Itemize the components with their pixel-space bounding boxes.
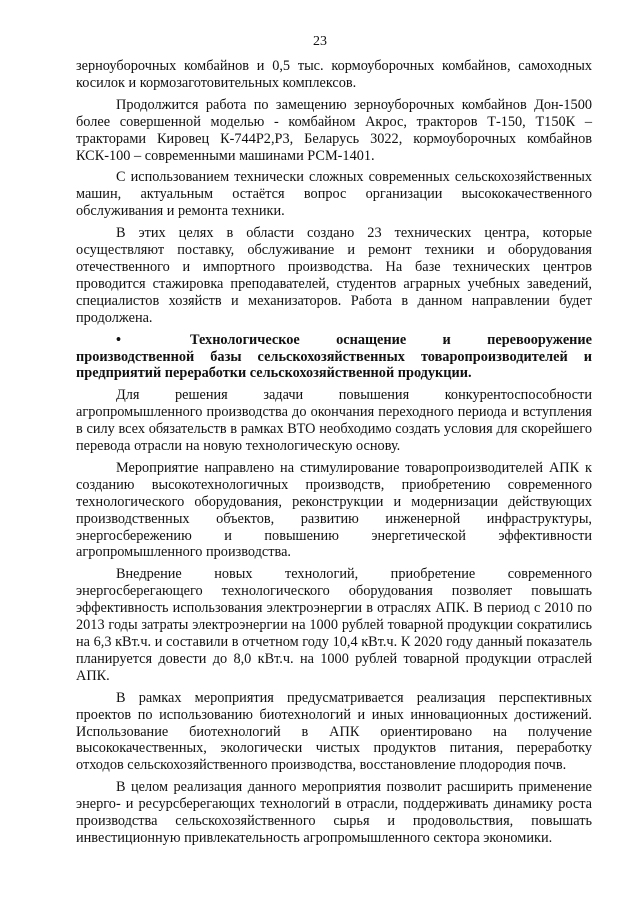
paragraph-conclusion: В целом реализация данного мероприятия позволит расширить применение энерго- и ресурсберегающих технологий в отрасли, поддерживать динамику роста производства сельскохозяйственного сырья и продовольствия, повышать инвестиционную привлекательность агропромышленного сектора экономики. bbox=[76, 779, 592, 846]
paragraph-technical-centers: В этих целях в области создано 23 технических центра, которые осуществляют поставку, обслуживание и ремонт техники и оборудования отечественного и импортного производства. На базе технических центров проводится стажировка преподавателей, студентов аграрных учебных заведений, специалистов хозяйств и механизаторов. Работа в данном направлении будет продолжена. bbox=[76, 225, 592, 326]
section-heading bbox=[76, 332, 592, 383]
paragraph-combine-replacement: Продолжится работа по замещению зерноуборочных комбайнов Дон-1500 более совершенной моделью - комбайном Акрос, тракторов Т-150, Т150К – тракторами Кировец К-744Р2,Р3, Беларусь 3022, кормоуборочных комбайнов КСК-100 – современными машинами РСМ-1401. bbox=[76, 96, 592, 164]
section-heading-text: Технологическое оснащение и перевооружение производственной базы сельскохозяйственных товаропроизводителей и предприятий переработки сельскохозяйственной продукции. bbox=[76, 331, 592, 382]
paragraph-biotechnologies: В рамках мероприятия предусматривается реализация перспективных проектов по использованию биотехнологий и иных инновационных достижений. Использование биотехнологий в АПК ориентировано на получение высококачественных, экологически чистых продуктов питания, переработку отходов сельскохозяйственного производства, восстановление плодородия почв. bbox=[76, 689, 592, 774]
paragraph-energy-efficiency: Внедрение новых технологий, приобретение современного энергосберегающего технологического оборудования позволяет повышать эффективность использования электроэнергии в отраслях АПК. В период с 2010 по 2013 годы затраты электроэнергии на 1000 рублей товарной продукции сократились на 6,3 кВт.ч. и составили в отчетном году 10,4 кВт.ч. К 2020 году данный показатель планируется довести до 8,0 кВт.ч. на 1000 рублей товарной продукции отраслей АПК. bbox=[76, 566, 592, 684]
document-body bbox=[76, 58, 592, 852]
page-number: 23 bbox=[313, 34, 327, 49]
bullet-icon: • bbox=[116, 331, 122, 348]
paragraph-competitiveness: Для решения задачи повышения конкурентоспособности агропромышленного производства до окончания переходного периода и вступления в силу всех обязательств в рамках ВТО необходимо создать условия для скорейшего перевода отрасли на новую технологическую основу. bbox=[76, 387, 592, 455]
paragraph-measure-aim: Мероприятие направлено на стимулирование товаропроизводителей АПК к созданию высокотехнологичных производств, приобретению современного технологического оборудования, реконструкции и модернизации действующих производственных объектов, развитию инженерной инфраструктуры, энергосбережению и повышению энергетической эффективности агропромышленного производства. bbox=[76, 459, 592, 561]
paragraph-continuation: зерноуборочных комбайнов и 0,5 тыс. кормоуборочных комбайнов, самоходных косилок и кормозаготовительных комплексов. bbox=[76, 58, 592, 91]
paragraph-service-issue: С использованием технически сложных современных сельскохозяйственных машин, актуальным остаётся вопрос организации высококачественного обслуживания и ремонта техники. bbox=[76, 169, 592, 220]
